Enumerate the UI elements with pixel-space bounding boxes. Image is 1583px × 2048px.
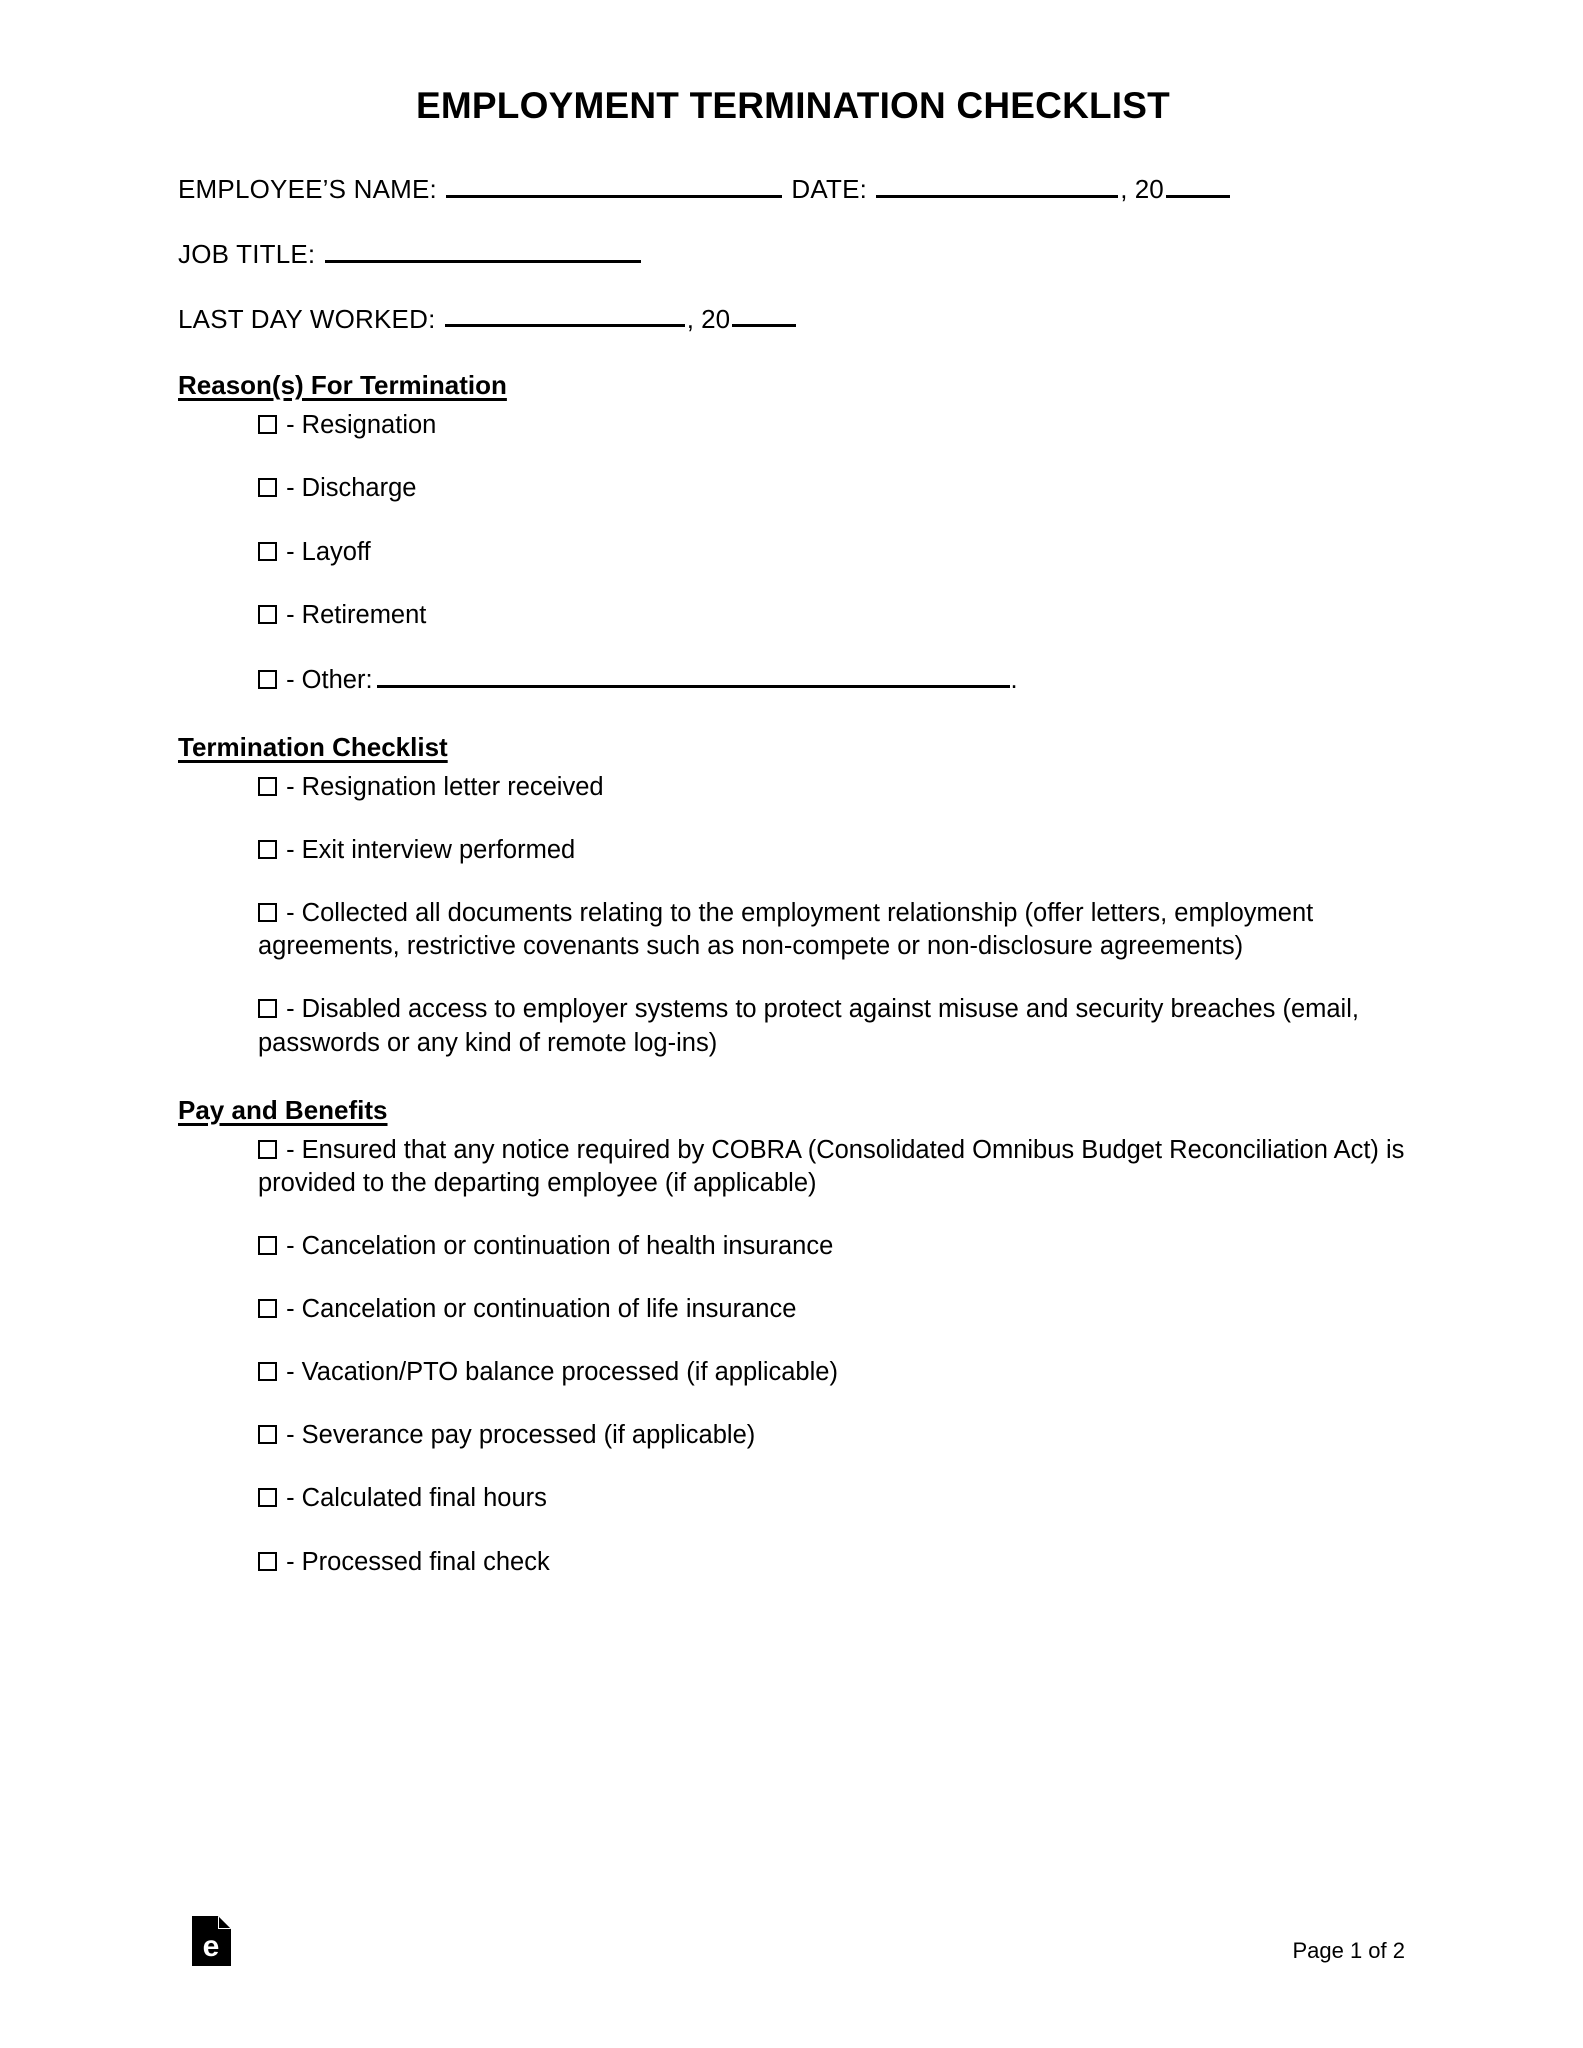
checkbox-icon[interactable] [258,1362,277,1381]
section [178,1090,1408,1579]
date-label: DATE: [791,173,868,204]
item-separator: - [279,537,302,566]
checklist-item-label: Collected all documents relating to the employment relationship (offer letters, employment agreements, restrictive covenants such as non-compete or non-disclosure agreements) [258,899,1314,961]
checkbox-icon[interactable] [258,999,277,1018]
employee-name-input[interactable] [446,171,782,198]
employee-name-label: EMPLOYEE’S NAME: [178,173,437,204]
checklist-item-label: Processed final check [301,1547,550,1576]
item-separator: - [279,835,302,864]
item-separator: - [279,600,302,629]
checklist-item[interactable] [178,1482,1408,1515]
checkbox-icon[interactable] [258,903,277,922]
item-separator: - [279,474,302,503]
job-title-label: JOB TITLE: [178,238,316,269]
item-separator: - [279,772,302,801]
checklist-item-label: Other: [301,665,373,694]
page-footer [178,1916,1405,1986]
eforms-logo-icon [192,1916,231,1966]
checklist-item[interactable] [178,599,1408,632]
item-separator: - [279,1547,302,1576]
checklist-item-label: Calculated final hours [301,1484,547,1513]
item-separator: - [279,1358,302,1387]
checklist-item[interactable] [178,1546,1408,1579]
section-heading: Termination Checklist [178,731,448,762]
svg-text:e: e [202,1930,220,1963]
date-input[interactable] [876,171,1118,198]
item-separator: - [279,1484,302,1513]
checklist-item[interactable] [178,409,1408,442]
checkbox-icon[interactable] [258,1140,277,1159]
checkbox-icon[interactable] [258,1236,277,1255]
checklist-item[interactable] [178,1419,1408,1452]
checklist-item-label: Vacation/PTO balance processed (if applicable) [301,1358,838,1387]
header-fields [178,171,1408,332]
checkbox-icon[interactable] [258,777,277,796]
checklist-item-label: Ensured that any notice required by COBRA (Consolidated Omnibus Budget Reconciliation Act) is provided to the departing employee (if applicable) [258,1135,1405,1197]
page-number: Page 1 of 2 [1292,1938,1405,1963]
section-heading: Reason(s) For Termination [178,370,507,401]
checklist-item[interactable] [178,1356,1408,1389]
item-separator: - [279,1231,302,1260]
checkbox-icon[interactable] [258,478,277,497]
checklist-item-label: Cancelation or continuation of health insurance [301,1231,834,1260]
item-separator: - [279,1421,302,1450]
checklist-item-label: Retirement [301,600,427,629]
checkbox-icon[interactable] [258,605,277,624]
item-separator: - [279,665,302,694]
checklist-item[interactable] [178,993,1408,1059]
page-title: EMPLOYMENT TERMINATION CHECKLIST [416,85,1170,126]
checkbox-icon[interactable] [258,415,277,434]
checklist-item-label: Resignation [301,411,437,440]
checklist-item[interactable] [178,472,1408,505]
last-day-year-prefix: , 20 [686,303,731,334]
checklist-item[interactable] [178,1134,1408,1200]
checklist-item[interactable] [178,536,1408,569]
item-separator: - [279,411,302,440]
job-title-input[interactable] [325,236,641,263]
date-year-prefix: , 20 [1120,173,1164,204]
checklist-item[interactable] [178,1230,1408,1263]
item-separator: - [279,1294,302,1323]
section [178,365,1408,697]
checkbox-icon[interactable] [258,1552,277,1571]
checklist-item-label: Discharge [301,474,417,503]
checklist-item[interactable] [178,1293,1408,1326]
checkbox-icon[interactable] [258,542,277,561]
trailing-punctuation: . [1010,665,1018,694]
checklist-item-label: Severance pay processed (if applicable) [301,1421,756,1450]
checklist-item[interactable] [178,771,1408,804]
checklist-item-label: Resignation letter received [301,772,604,801]
sections-container [178,365,1408,1578]
item-separator: - [279,899,302,928]
other-reason-input[interactable] [377,662,1010,688]
checklist-item[interactable] [178,897,1408,963]
checklist [178,1134,1408,1579]
checklist-item-label: Exit interview performed [301,835,576,864]
checkbox-icon[interactable] [258,670,277,689]
checklist-item-label: Disabled access to employer systems to protect against misuse and security breaches (email, passwords or any kind of remote log-ins) [258,995,1359,1057]
checklist-item-label: Layoff [301,537,371,566]
checkbox-icon[interactable] [258,840,277,859]
last-day-worked-row [178,301,1408,332]
employee-name-row [178,171,1408,202]
checkbox-icon[interactable] [258,1425,277,1444]
last-day-worked-input[interactable] [445,301,685,328]
checkbox-icon[interactable] [258,1299,277,1318]
checkbox-icon[interactable] [258,1488,277,1507]
item-separator: - [279,1135,302,1164]
section-heading: Pay and Benefits [178,1094,388,1125]
last-day-worked-label: LAST DAY WORKED: [178,303,436,334]
checklist [178,771,1408,1060]
job-title-row [178,236,1408,267]
checklist [178,409,1408,697]
last-day-year-input[interactable] [732,301,796,328]
checklist-item[interactable] [178,834,1408,867]
checklist-item[interactable] [178,662,1408,697]
item-separator: - [279,995,302,1024]
checklist-item-label: Cancelation or continuation of life insurance [301,1294,797,1323]
document-content [178,0,1408,1609]
date-year-input[interactable] [1166,171,1230,198]
section [178,727,1408,1060]
